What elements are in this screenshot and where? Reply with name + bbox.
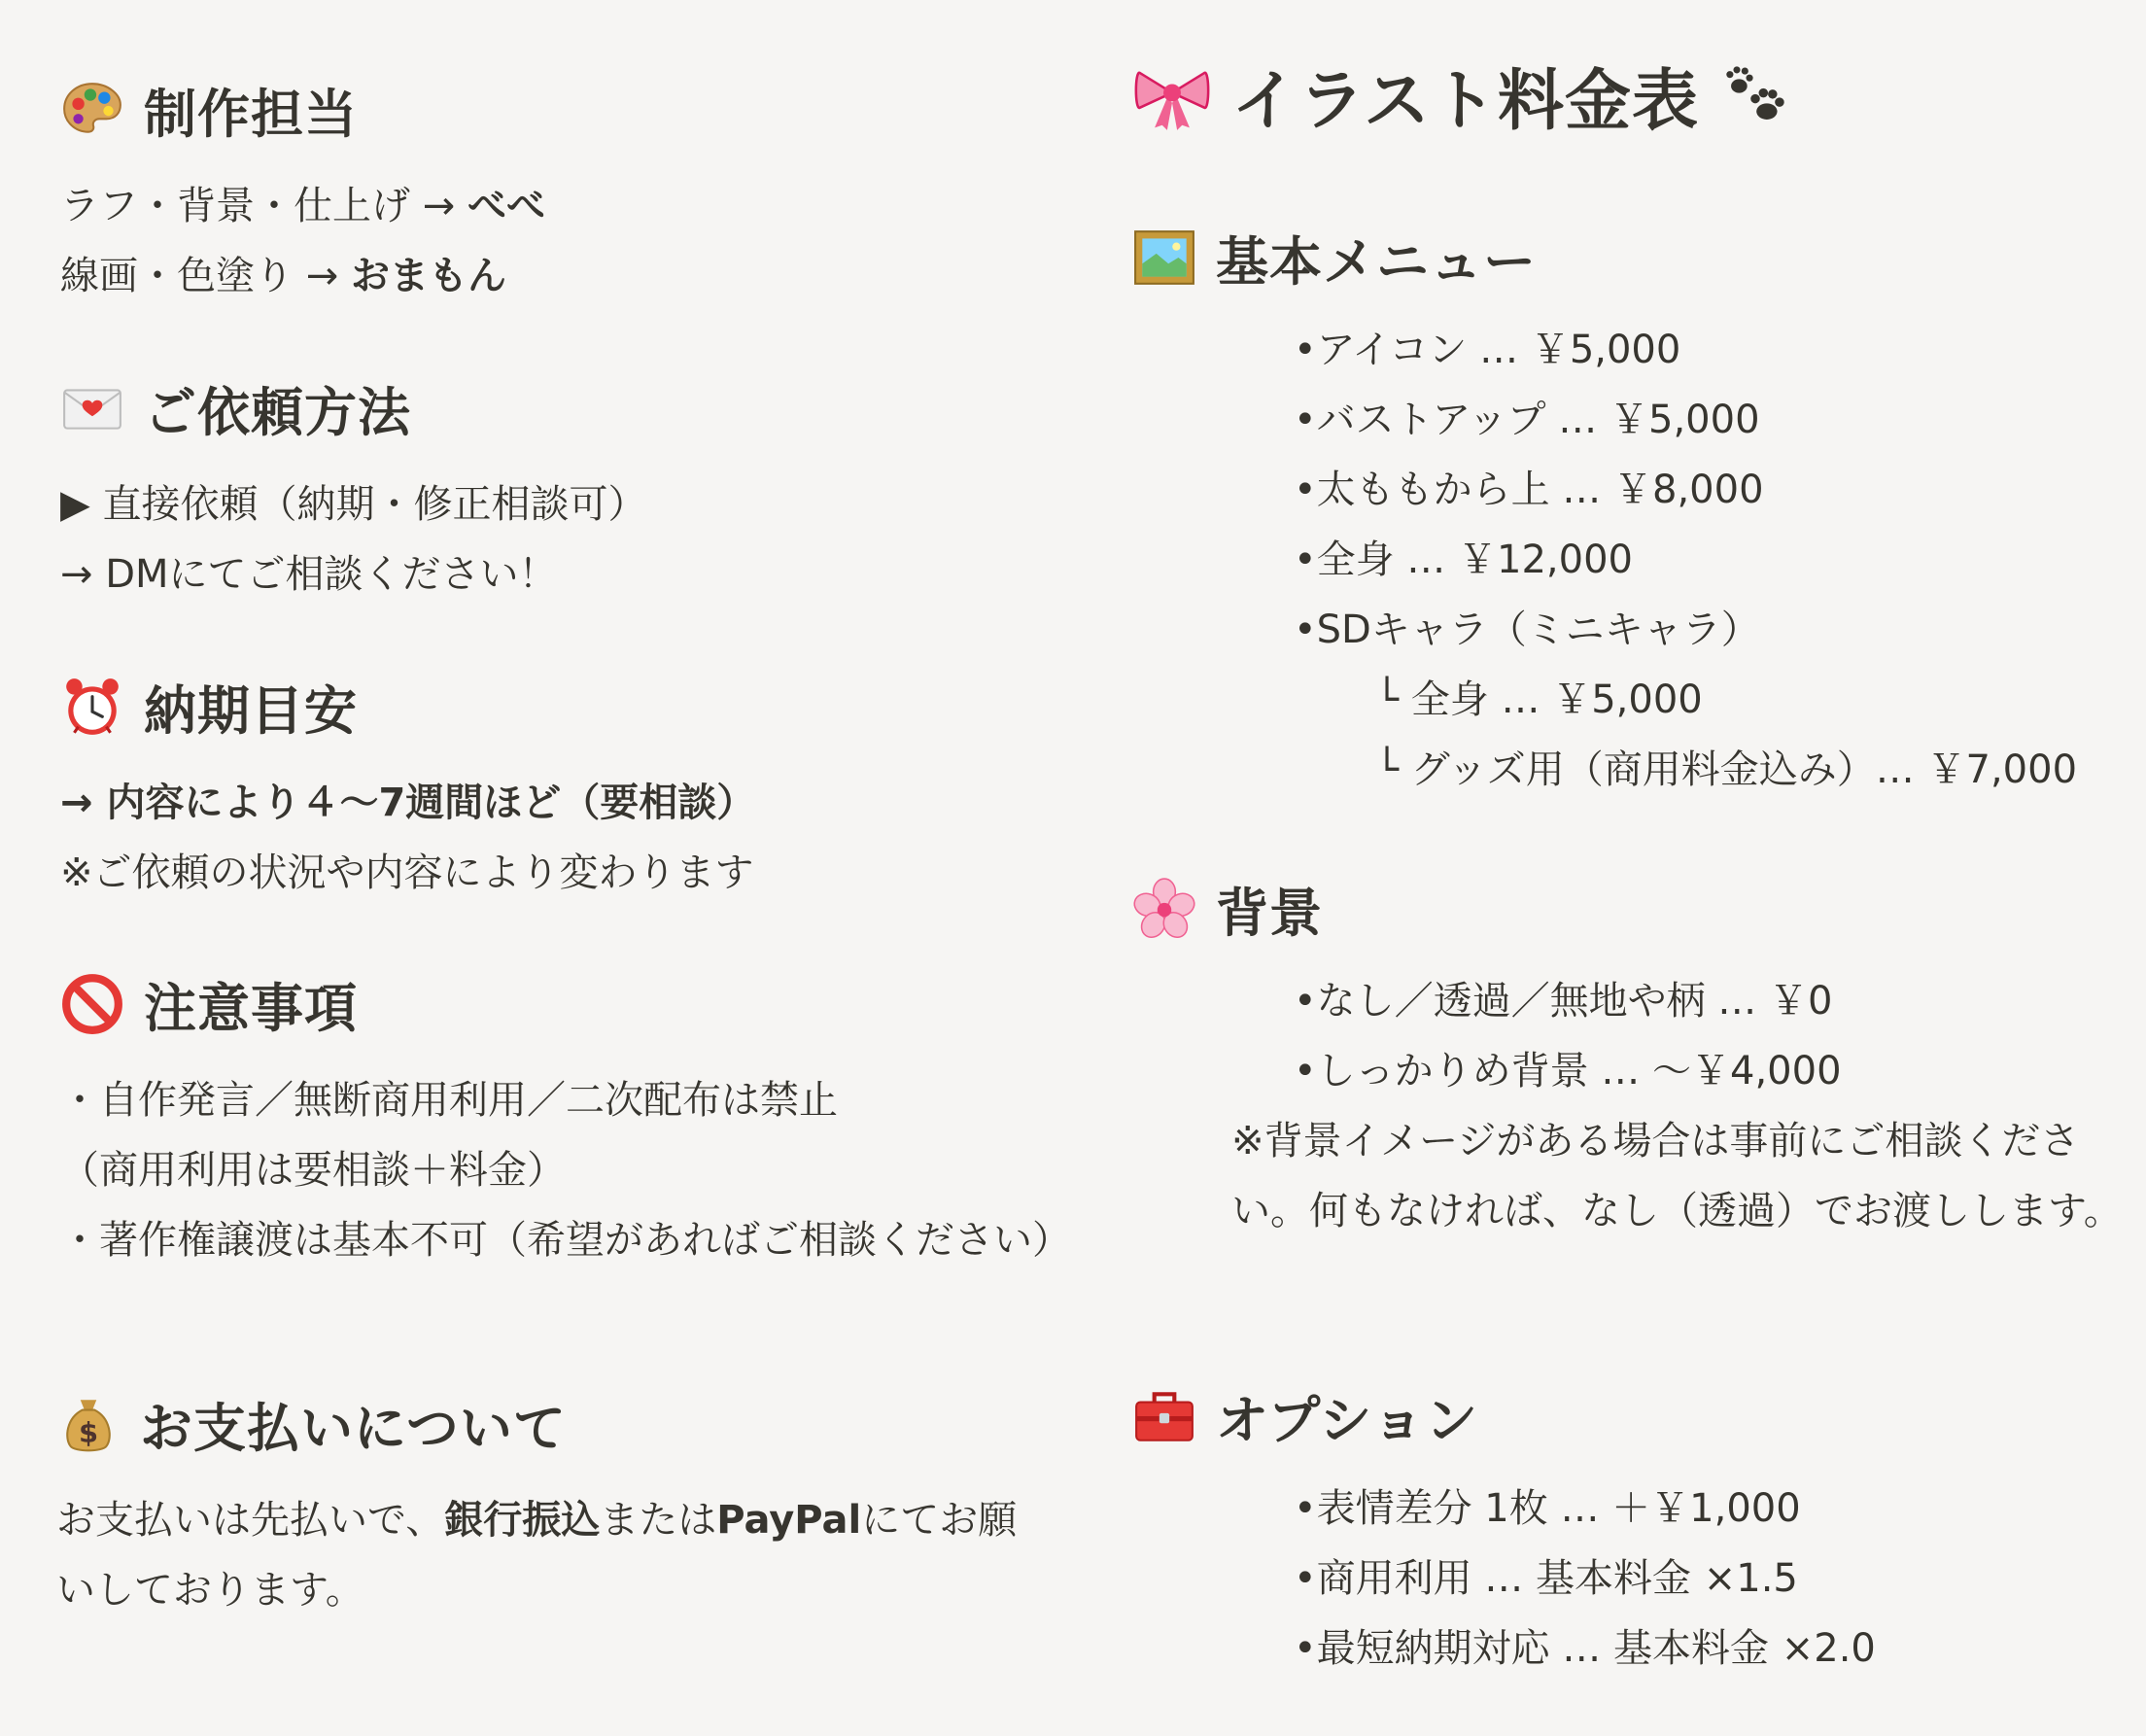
paw-prints-icon (1718, 58, 1792, 132)
background-item-none: •なし／透過／無地や柄 … ￥0 (1294, 979, 1833, 1024)
sd-sub-item-goods: └ グッズ用（商用料金込み）… ￥7,000 (1375, 747, 2078, 792)
payment-method-bank: 銀行振込 (444, 1498, 601, 1543)
options-list (1132, 1474, 2124, 1684)
basic-item-thigh-up: •太ももから上 … ￥8,000 (1294, 468, 1764, 512)
sd-sub-item-full-body: └ 全身 … ￥5,000 (1375, 677, 1703, 722)
ribbon-icon (1132, 55, 1212, 135)
creator-line-2 (60, 241, 545, 311)
money-bag-icon (56, 1392, 121, 1456)
request-line-1: ▶ 直接依頼（納期・修正相談可） (60, 482, 647, 527)
creator-line-1 (60, 171, 545, 241)
background-heading (1132, 865, 2124, 953)
basic-item-full-body: •全身 … ￥12,000 (1294, 538, 1633, 582)
request-line-2: → DMにてご相談ください！ (60, 552, 558, 597)
payment-text-c: または (600, 1498, 717, 1543)
basic-item-icon: •アイコン … ￥5,000 (1294, 328, 1681, 372)
options-heading-text: オプション (1216, 1389, 1479, 1451)
alarm-clock-icon (60, 675, 124, 739)
basic-item-bust-up: •バストアップ … ￥5,000 (1294, 398, 1760, 442)
payment-method-paypal: PayPal (716, 1498, 862, 1543)
payment-text-a: お支払いは先払いで、 (56, 1498, 445, 1543)
delivery-section (60, 663, 755, 908)
payment-heading-text: お支払いについて (140, 1397, 567, 1459)
background-note: ※背景イメージがある場合は事前にご相談ください。何もなければ、なし（透過）でお渡しします。 (1231, 1119, 2123, 1233)
cherry-blossom-icon (1132, 877, 1196, 941)
creator-name-2: おまもん (350, 254, 506, 298)
option-item-expression: •表情差分 1枚 … ＋￥1,000 (1294, 1486, 1801, 1531)
background-item-detailed: •しっかりめ背景 … 〜￥4,000 (1294, 1049, 1842, 1094)
payment-heading (56, 1380, 1048, 1468)
payment-text (56, 1485, 1048, 1625)
creator-heading-text: 制作担当 (144, 83, 358, 145)
love-letter-icon (60, 376, 124, 440)
option-item-rush: •最短納期対応 … 基本料金 ×2.0 (1294, 1626, 1876, 1671)
creator-heading (60, 66, 545, 154)
background-section (1132, 865, 2124, 1246)
request-heading-text: ご依頼方法 (144, 381, 411, 443)
background-list (1132, 966, 2124, 1246)
page-title-text: イラスト料金表 (1231, 62, 1699, 140)
options-heading (1132, 1372, 2124, 1460)
basic-menu-list (1132, 315, 2124, 805)
prohibited-icon (60, 972, 124, 1036)
notes-heading (60, 960, 1052, 1048)
options-section (1132, 1372, 2124, 1684)
title-section (1132, 47, 1812, 144)
palette-icon (60, 78, 124, 142)
notes-line-3: ・著作権譲渡は基本不可（希望があればご相談ください） (60, 1218, 1071, 1263)
delivery-line-2: ※ご依頼の状況や内容により変わります (60, 851, 754, 895)
delivery-line-1: → 内容により４〜7週間ほど（要相談） (60, 781, 756, 825)
notes-line-2: （商用利用は要相談＋料金） (60, 1148, 566, 1193)
svg-text:$: $ (78, 1415, 99, 1449)
creator-role-1: ラフ・背景・仕上げ → (60, 184, 467, 228)
payment-text-e: にてお願いしております。 (56, 1498, 1018, 1613)
creator-section (60, 66, 545, 311)
request-section (60, 365, 646, 609)
basic-menu-section (1132, 214, 2124, 805)
toolbox-icon (1132, 1384, 1196, 1448)
notes-heading-text: 注意事項 (144, 977, 358, 1039)
request-heading (60, 365, 646, 452)
creator-name-1: べべ (467, 184, 545, 228)
basic-item-sd-character: •SDキャラ（ミニキャラ） (1294, 608, 1760, 652)
page-title (1132, 47, 1812, 144)
basic-menu-heading (1132, 214, 2124, 301)
delivery-heading (60, 663, 755, 750)
notes-line-1: ・自作発言／無断商用利用／二次配布は禁止 (60, 1078, 838, 1123)
notes-section (60, 960, 1071, 1275)
payment-section (56, 1380, 1048, 1625)
delivery-heading-text: 納期目安 (144, 679, 358, 742)
option-item-commercial: •商用利用 … 基本料金 ×1.5 (1294, 1556, 1798, 1601)
basic-menu-heading-text: 基本メニュー (1216, 230, 1537, 293)
creator-role-2: 線画・色塗り → (60, 254, 351, 298)
background-heading-text: 背景 (1216, 882, 1323, 944)
framed-picture-icon (1132, 226, 1196, 290)
